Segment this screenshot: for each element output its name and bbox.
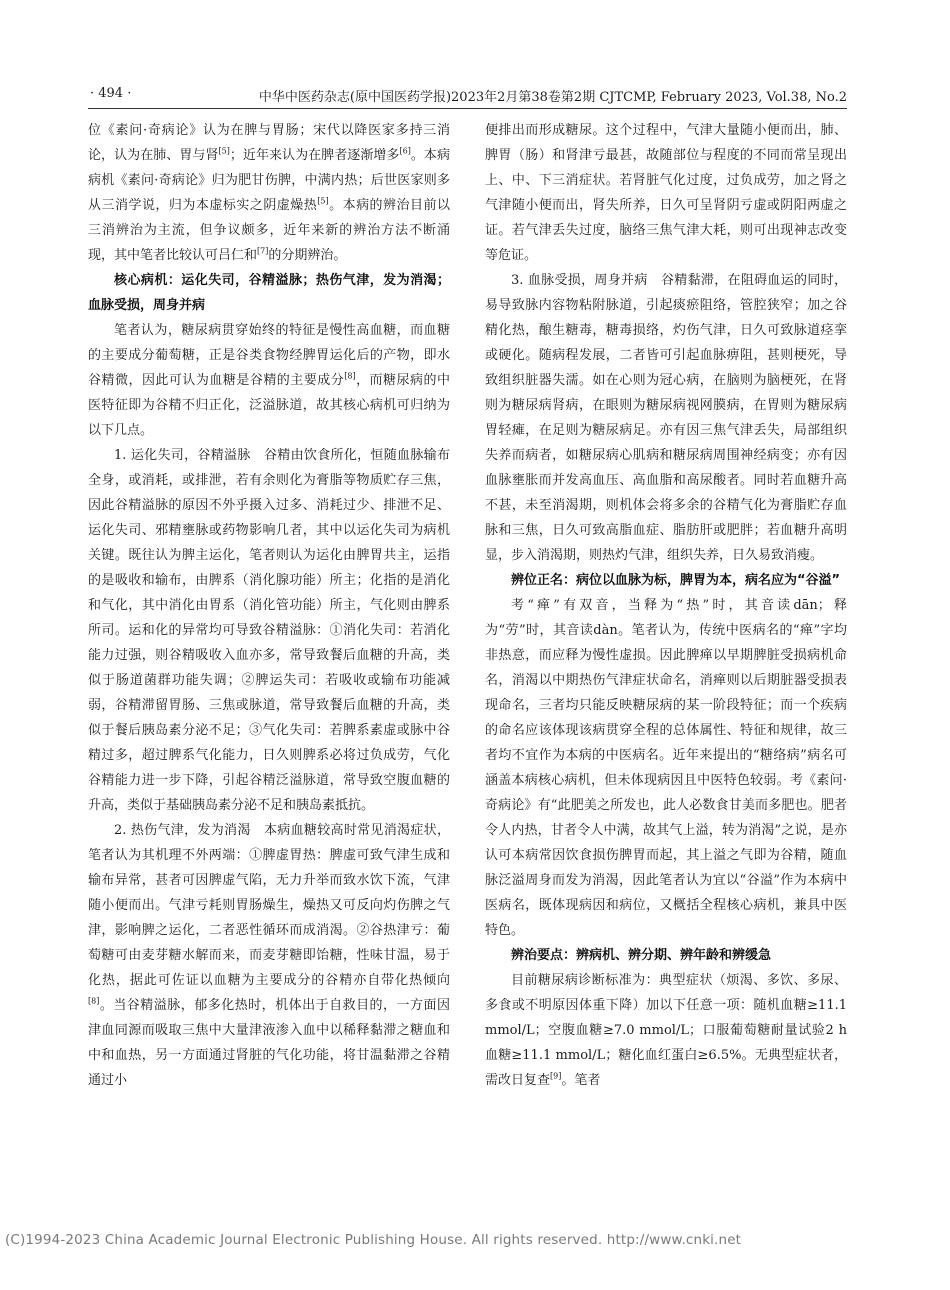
citation-ref: [9] xyxy=(550,1071,562,1081)
citation-ref: [5] xyxy=(218,146,230,156)
citation-ref: [8] xyxy=(88,996,100,1006)
running-header xyxy=(88,80,847,109)
paragraph: 便排出而形成糖尿。这个过程中，气津大量随小便而出，肺、脾胃（肠）和肾津亏最甚，故随部位与程度的不同而常呈现出上、中、下三消症状。若肾脏气化过度，过负成劳，加之肾之气津随小便而出，肾失所养，日久可呈肾阴亏虚或阴阳两虚之证。若气津丢失过度，脑络三焦气津大耗，则可出现神志改变等危证。 xyxy=(485,123,847,263)
paragraph: 2. 热伤气津，发为消渴 本病血糖较高时常见消渴症状，笔者认为其机理不外两端：①脾虚胃热：脾虚可致气津生成和输布异常，甚者可因脾虚气陷，无力升举而致水饮下流，气津随小便而出。气津亏耗则胃肠燥生，燥热又可反向灼伤脾之气津，影响脾之运化，二者恶性循环而成消渴。②谷热津亏：葡萄糖可由麦芽糖水解而来，而麦芽糖即饴糖，性味甘温，易于化热，据此可佐证以血糖为主要成分的谷精亦自带化热倾向[8]。当谷精溢脉，郁多化热时，机体出于自救目的，一方面因津血同源而吸取三焦中大量津液渗入血中以稀释黏滞之糖血和中和血热，另一方面通过肾脏的气化功能，将甘温黏滞之谷精通过小 xyxy=(88,823,450,1088)
citation-ref: [8] xyxy=(344,371,356,381)
right-column xyxy=(485,118,847,1093)
section-heading: 核心病机：运化失司，谷精溢脉；热伤气津，发为消渴；血脉受损，周身并病 xyxy=(88,273,450,313)
paragraph: 3. 血脉受损，周身并病 谷精黏滞，在阻碍血运的同时，易导致脉内容物粘附脉道，引起痰瘀阻络，管腔狭窄；加之谷精化热，酿生糖毒，糖毒损络，灼伤气津，日久可致脉道痉挛或硬化。随病程发展，二者皆可引起血脉痹阻，甚则梗死，导致组织脏器失濡。如在心则为冠心病，在脑则为脑梗死，在肾则为糖尿病肾病，在眼则为糖尿病视网膜病，在胃则为糖尿病胃轻瘫，在足则为糖尿病足。亦有因三焦气津丢失，局部组织失养而病者，如糖尿病心肌病和糖尿病周围神经病变；亦有因血脉壅胀而并发高血压、高血脂和高尿酸者。同时若血糖升高不甚，未至消渴期，则机体会将多余的谷精气化为膏脂贮存血脉和三焦，日久可致高脂血症、脂肪肝或肥胖；若血糖升高明显，步入消渴期，则热灼气津，组织失养，日久易致消瘦。 xyxy=(485,273,847,563)
section-heading: 辨治要点：辨病机、辨分期、辨年龄和辨缓急 xyxy=(511,948,772,963)
citation-ref: [5] xyxy=(317,196,329,206)
journal-citation: 中华中医药杂志(原中国医药学报)2023年2月第38卷第2期 CJTCMP, February 2023, Vol.38, No.2 xyxy=(258,90,847,105)
page-number: · 494 · xyxy=(90,86,132,101)
paragraph: 笔者认为，糖尿病贯穿始终的特征是慢性高血糖，而血糖的主要成分葡萄糖，正是谷类食物经脾胃运化后的产物，即水谷精微，因此可认为血糖是谷精的主要成分[8]，而糖尿病的中医特征即为谷精不归正化，泛溢脉道，故其核心病机可归纳为以下几点。 xyxy=(88,323,450,438)
paragraph: 位《素问·奇病论》认为在脾与胃肠；宋代以降医家多持三消论，认为在肺、胃与肾[5]；近年来认为在脾者逐渐增多[6]。本病病机《素问·奇病论》归为肥甘伤脾，中满内热；后世医家则多从三消学说，归为本虚标实之阴虚燥热[5]。本病的辨治目前以三消辨治为主流，但争议颇多，近年来新的辨治方法不断涌现，其中笔者比较认可吕仁和[7]的分期辨治。 xyxy=(88,123,450,263)
citation-ref: [7] xyxy=(257,246,269,256)
copyright-footer: (C)1994-2023 China Academic Journal Electronic Publishing House. All rights reserved. http://www.cnki.net xyxy=(5,1232,742,1248)
paragraph: 考“瘅”有双音，当释为“热”时，其音读dān；释为“劳”时，其音读dàn。笔者认为，传统中医病名的“瘅”字均非热意，而应释为慢性虚损。因此脾瘅以早期脾脏受损病机命名，消渴以中期热伤气津症状命名，消瘅则以后期脏器受损表现命名，三者均只能反映糖尿病的某一阶段特征；而一个疾病的命名应该体现该病贯穿全程的总体属性、特征和规律，故三者均不宜作为本病的中医病名。近年来提出的“糖络病”病名可涵盖本病核心病机，但未体现病因且中医特色较弱。考《素问·奇病论》有“此肥美之所发也，此人必数食甘美而多肥也。肥者令人内热，甘者令人中满，故其气上溢，转为消渴”之说，是亦认可本病常因饮食损伤脾胃而起，其上溢之气即为谷精，随血脉泛溢周身而发为消渴，因此笔者认为宜以“谷溢”作为本病中医病名，既体现病因和病位，又概括全程核心病机，兼具中医特色。 xyxy=(485,598,847,938)
paragraph: 目前糖尿病诊断标准为：典型症状（烦渴、多饮、多尿、多食或不明原因体重下降）加以下任意一项：随机血糖≥11.1 mmol/L；空腹血糖≥7.0 mmol/L；口服葡萄糖耐量试验2 h血糖≥11.1 mmol/L；糖化血红蛋白≥6.5%。无典型症状者，需改日复查[9]。笔者 xyxy=(485,973,847,1088)
left-column xyxy=(88,118,450,1093)
paragraph: 1. 运化失司，谷精溢脉 谷精由饮食所化，恒随血脉输布全身，或消耗，或排泄，若有余则化为膏脂等物质贮存三焦，因此谷精溢脉的原因不外乎摄入过多、消耗过少、排泄不足、运化失司、邪精壅脉或药物影响几者，其中以运化失司为病机关键。既往认为脾主运化，笔者则认为运化由脾胃共主，运指的是吸收和输布，由脾系（消化腺功能）所主；化指的是消化和气化，其中消化由胃系（消化管功能）所主，气化则由脾系所司。运和化的异常均可导致谷精溢脉：①消化失司：若消化能力过强，则谷精吸收入血亦多，常导致餐后血糖的升高，类似于肠道菌群功能失调；②脾运失司：若吸收或输布功能减弱，谷精滞留胃肠、三焦或脉道，常导致餐后血糖的升高，类似于餐后胰岛素分泌不足；③气化失司：若脾系素虚或脉中谷精过多，超过脾系气化能力，日久则脾系必将过负成劳，气化谷精能力进一步下降，引起谷精泛溢脉道，常导致空腹血糖的升高，类似于基础胰岛素分泌不足和胰岛素抵抗。 xyxy=(88,448,450,813)
section-heading: 辨位正名：病位以血脉为标，脾胃为本，病名应为“谷溢” xyxy=(511,573,841,588)
citation-ref: [6] xyxy=(399,146,411,156)
